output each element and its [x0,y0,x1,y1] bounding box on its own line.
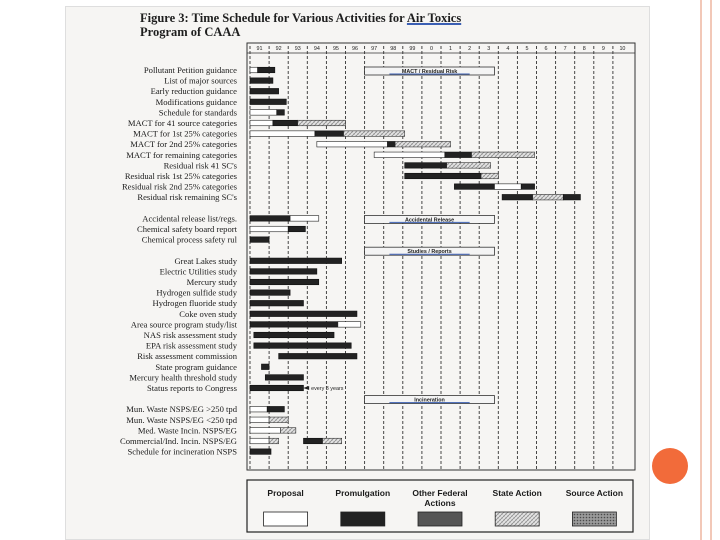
activity-bar [250,237,269,243]
activity-bar [374,152,445,158]
legend-swatch [264,512,308,526]
activity-bar [250,290,290,296]
activity-bar [521,184,534,190]
year-label: 0 [429,46,433,52]
activity-bar [502,194,533,200]
legend [247,480,633,532]
figure-title-highlight: Air Toxics [406,11,462,25]
activity-label: Mercury health threshold study [129,372,237,383]
activity-label: Pollutant Petition guidance [143,65,237,75]
legend-swatch [418,512,462,526]
activity-bar [250,417,269,423]
activity-label: State program guidance [155,361,237,372]
activity-label: EPA risk assessment study [145,340,237,351]
activity-bar [279,353,357,359]
activity-bar [281,428,296,434]
legend-swatch [341,512,385,526]
legend-swatch [495,512,539,526]
activity-bar [303,438,322,444]
activity-bar [267,406,284,412]
year-label: 99 [409,46,416,52]
section-label: Studies / Reports [407,249,452,256]
year-label: 97 [371,46,378,52]
activity-bar [494,184,521,190]
year-label: 93 [294,46,301,52]
activity-label: Status reports to Congress [147,383,237,393]
legend-label: State Action [492,488,542,498]
activity-bar [250,88,279,94]
activity-bar [323,438,342,444]
activity-label: Area source program study/list [130,319,237,330]
year-label: 94 [313,46,320,52]
activity-label: Electric Utilities study [159,266,237,277]
activity-bar [250,279,319,285]
year-label: 10 [619,46,626,52]
activity-bar [317,141,388,147]
activity-bar [261,364,269,370]
activity-bar [269,417,288,423]
figure-title-text: Figure 3: Time Schedule for Various Activities for [140,11,407,25]
year-label: 8 [582,46,586,52]
activity-bar [269,438,279,444]
year-label: 92 [275,46,282,52]
activity-bar [533,194,564,200]
activity-label: Chemical safety board report [137,224,237,234]
activity-label: Schedule for standards [158,107,237,118]
activity-bar [298,120,346,126]
activity-bar [250,311,357,317]
year-label: 91 [256,46,263,52]
activity-label: List of major sources [164,75,237,86]
activity-bar [265,375,303,381]
activity-bar [250,226,288,232]
activity-label: Great Lakes study [174,255,237,266]
activity-bar [344,131,405,137]
activity-bar [447,163,491,169]
annotations [303,386,344,392]
activity-bar [315,131,344,137]
year-label: 9 [601,46,605,52]
activity-label: Residual risk 2nd 25% categories [121,181,237,192]
activity-bar [250,67,258,73]
year-label: 7 [563,46,567,52]
year-label: 96 [352,46,359,52]
activity-label: MACT for 1st 25% categories [133,128,237,139]
activity-bar [338,322,361,328]
activity-label: Coke oven study [179,308,237,319]
activity-bar [481,173,498,179]
activity-label: Commercial/Ind. Incin. NSPS/EG [120,436,237,446]
activity-bar [258,67,275,73]
activity-bar [250,385,303,391]
activity-bar [445,152,472,158]
activity-label: Hydrogen fluoride study [152,298,237,309]
activity-bar [273,120,298,126]
year-label: 5 [525,46,529,52]
year-label: 3 [487,46,491,52]
activity-label: Residual risk 41 SC's [163,160,237,171]
activity-label: Early reduction guidance [150,86,237,97]
activity-bar [250,120,273,126]
activity-bar [250,216,290,222]
section-label: Accidental Release [404,217,455,224]
timeline-grid [247,43,635,470]
year-label: 4 [506,46,510,52]
activity-label: Med. Waste Incin. NSPS/EG [137,425,237,436]
activity-label: Mun. Waste NSPS/EG >250 tpd [126,404,237,415]
activity-bar [254,343,351,349]
activity-label: Schedule for incineration NSPS [127,446,237,457]
activity-bar [250,322,338,328]
year-label: 1 [449,46,453,52]
activity-label: Mercury study [186,277,237,287]
legend-label: Proposal [267,488,304,498]
activity-bar [250,131,315,137]
activity-bar [563,194,580,200]
year-label: 95 [332,46,339,52]
activity-bar [250,269,317,275]
year-label: 6 [544,46,548,52]
activity-bar [277,110,285,116]
legend-swatch [572,512,616,526]
activity-bar [250,406,267,412]
activity-label: Mun. Waste NSPS/EG <250 tpd [126,414,237,425]
legend-label: Promulgation [335,488,391,498]
activity-bar [395,141,450,147]
activity-label: NAS risk assessment study [143,330,237,340]
activity-label: Residual risk 1st 25% categories [124,171,237,181]
activity-label: MACT for 41 source categories [127,118,237,128]
year-label: 2 [468,46,472,52]
activity-bar [250,258,342,264]
activity-bar [250,449,271,455]
activity-labels [120,65,238,457]
legend-label: Actions [424,498,456,508]
year-label: 98 [390,46,397,52]
activity-label: MACT for remaining categories [126,149,237,160]
activity-bar [250,438,269,444]
activity-label: Hydrogen sulfide study [156,287,237,298]
activity-label: Modifications guidance [155,96,237,107]
annotation-arrow [303,386,309,390]
legend-label: Other Federal [412,488,468,498]
activity-bar [254,332,334,338]
legend-label: Source Action [565,488,624,498]
activity-bar [405,173,481,179]
activity-bar [290,216,319,222]
activity-bar [250,78,273,84]
activity-label: Chemical process safety rul [141,234,237,245]
section-label: MACT / Residual Risk [401,69,458,75]
activity-label: Residual risk remaining SC's [137,192,237,203]
figure-title-line2: Program of CAAA [140,25,241,39]
activity-bar [250,99,286,105]
activity-bar [250,428,281,434]
activity-bar [388,141,396,147]
activity-label: Risk assessment commission [137,351,237,362]
activity-label: Accidental release list/regs. [142,213,237,224]
activity-bar [405,163,447,169]
activity-bar [288,226,305,232]
activity-bar [454,184,494,190]
activity-bar [250,110,277,116]
annotation-text: every 3 years [311,386,344,392]
activity-bar [472,152,535,158]
activity-label: MACT for 2nd 25% categories [130,139,237,150]
activity-bar [250,300,303,306]
section-label: Incineration [414,397,445,404]
